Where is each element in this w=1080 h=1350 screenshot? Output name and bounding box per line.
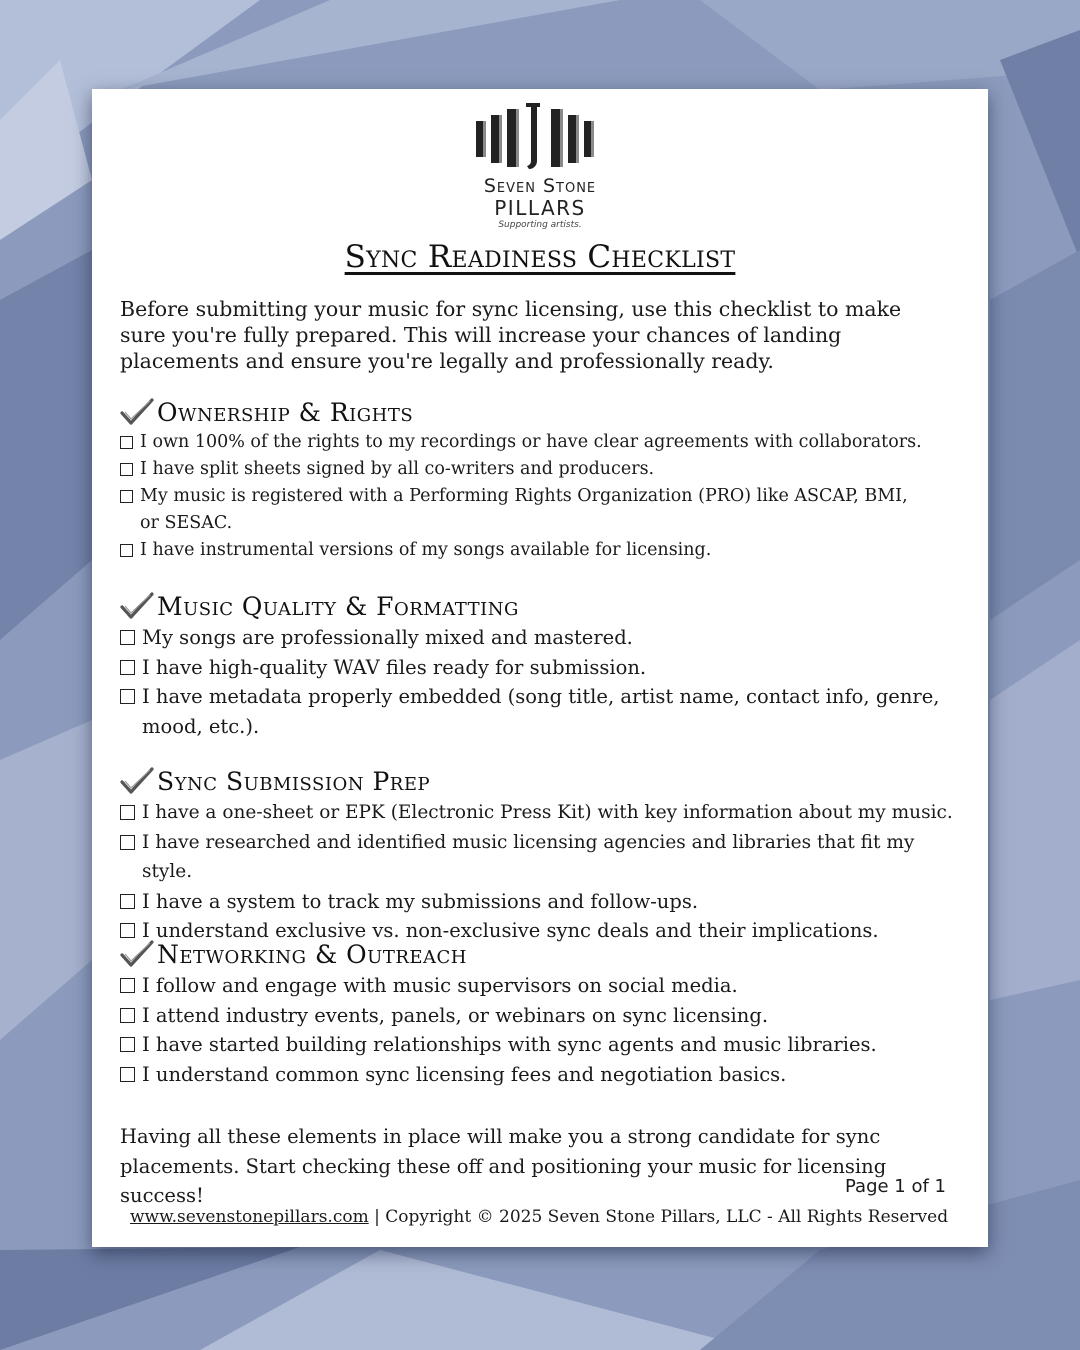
footer xyxy=(130,1207,950,1227)
checkbox[interactable] xyxy=(120,689,135,704)
section-title: Music Quality & Formatting xyxy=(157,591,519,621)
checklist-item-text: I have a system to track my submissions and follow-ups. xyxy=(142,889,699,913)
checkmark-icon xyxy=(120,591,154,621)
checklist-item xyxy=(120,1001,960,1031)
section-networking-outreach xyxy=(120,937,960,1089)
section-header xyxy=(120,395,960,429)
checklist-item-text: I have split sheets signed by all co-writers and producers. xyxy=(140,459,655,479)
checklist xyxy=(120,623,960,741)
checkmark-icon xyxy=(120,397,154,427)
checkbox[interactable] xyxy=(120,660,135,675)
checklist-item-text: I own 100% of the rights to my recordings or have clear agreements with collaborators. xyxy=(140,432,922,452)
checklist-item-text: I have metadata properly embedded (song title, artist name, contact info, genre, mood, etc.). xyxy=(142,685,940,738)
checkbox[interactable] xyxy=(120,923,135,938)
checkbox[interactable] xyxy=(120,835,135,850)
checklist-item xyxy=(120,623,960,653)
checklist-item-text: I understand exclusive vs. non-exclusive sync deals and their implications. xyxy=(142,919,879,942)
checklist-item xyxy=(120,682,960,741)
section-title: Ownership & Rights xyxy=(157,397,414,427)
section-sync-submission-prep xyxy=(120,764,960,946)
pillars-logo-icon xyxy=(470,101,610,171)
checklist xyxy=(120,798,960,946)
page-title: Sync Readiness Checklist xyxy=(344,239,736,275)
checkbox[interactable] xyxy=(120,894,135,909)
checklist-item-text: I follow and engage with music supervisors on social media. xyxy=(142,974,738,997)
checklist-item xyxy=(120,971,960,1001)
page-number: Page 1 of 1 xyxy=(845,1176,946,1197)
checklist-item-text: I have high-quality WAV files ready for submission. xyxy=(142,655,647,679)
checklist-item-text: I have started building relationships with sync agents and music libraries. xyxy=(142,1033,877,1056)
checklist-item xyxy=(120,483,960,537)
checkmark-icon xyxy=(120,766,154,796)
logo-brand-line1: Seven Stone xyxy=(483,175,597,197)
checklist-item xyxy=(120,653,960,683)
checklist xyxy=(120,971,960,1089)
logo-tagline: Supporting artists. xyxy=(498,220,582,230)
checklist-item-text: I understand common sync licensing fees and negotiation basics. xyxy=(142,1062,787,1086)
intro-paragraph: Before submitting your music for sync licensing, use this checklist to make sure you're fully prepared. This will increase your chances of landing placements and ensure you're legally and professionally ready. xyxy=(120,297,902,373)
checklist-item xyxy=(120,1030,960,1060)
section-title: Networking & Outreach xyxy=(157,939,467,969)
checklist-item-text: I have instrumental versions of my songs available for licensing. xyxy=(140,540,712,560)
closing-paragraph: Having all these elements in place will make you a strong candidate for sync placements. Start checking these off and positioning your music for licensing success! xyxy=(120,1125,887,1207)
checkbox[interactable] xyxy=(120,1008,135,1023)
checkbox[interactable] xyxy=(120,463,133,476)
company-logo xyxy=(92,101,988,231)
checklist xyxy=(120,429,960,564)
checkbox[interactable] xyxy=(120,490,133,503)
checklist-item xyxy=(120,798,960,828)
checklist-item-text: I have a one-sheet or EPK (Electronic Press Kit) with key information about my music. xyxy=(142,802,953,823)
checkbox[interactable] xyxy=(120,978,135,993)
checkbox[interactable] xyxy=(120,630,135,645)
checklist-item-text: My music is registered with a Performing Rights Organization (PRO) like ASCAP, BMI, or SESAC. xyxy=(140,486,908,533)
checklist-item-text: I attend industry events, panels, or webinars on sync licensing. xyxy=(142,1003,769,1027)
section-ownership-rights xyxy=(120,395,960,564)
checkbox[interactable] xyxy=(120,1067,135,1082)
checklist-item xyxy=(120,537,960,564)
website-link[interactable]: www.sevenstonepillars.com xyxy=(130,1207,369,1227)
checklist-item xyxy=(120,429,960,456)
checklist-item xyxy=(120,1060,960,1090)
section-header xyxy=(120,589,960,623)
checkbox[interactable] xyxy=(120,805,135,820)
checklist-item xyxy=(120,456,960,483)
checklist-page xyxy=(92,89,988,1247)
section-music-quality xyxy=(120,589,960,741)
checklist-item xyxy=(120,828,960,887)
checkbox[interactable] xyxy=(120,544,133,557)
checklist-item-text: I have researched and identified music licensing agencies and libraries that fit my style. xyxy=(142,831,915,882)
section-title: Sync Submission Prep xyxy=(157,766,431,796)
section-header xyxy=(120,764,960,798)
checklist-item xyxy=(120,887,960,917)
checklist-item-text: My songs are professionally mixed and mastered. xyxy=(142,626,633,649)
checkbox[interactable] xyxy=(120,436,133,449)
checkmark-icon xyxy=(120,939,154,969)
checkbox[interactable] xyxy=(120,1037,135,1052)
logo-brand-line2: PILLARS xyxy=(494,196,586,220)
section-header xyxy=(120,937,960,971)
copyright-text: | Copyright © 2025 Seven Stone Pillars, LLC - All Rights Reserved xyxy=(368,1207,949,1227)
